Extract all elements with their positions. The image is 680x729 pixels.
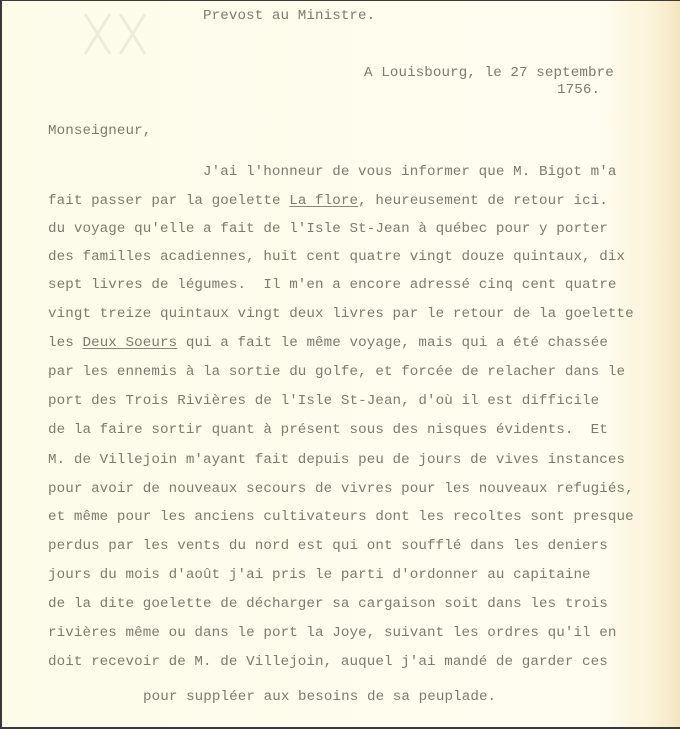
body-line: port des Trois Rivières de l'Isle St-Jean, d'où il est difficile (48, 393, 600, 409)
salutation: Monseigneur, (48, 123, 152, 139)
letter-heading: Prevost au Ministre. (203, 8, 376, 24)
body-line: les Deux Soeurs qui a fait le même voyage, mais qui a été chassée (48, 335, 608, 351)
ship-name-deux-soeurs: Deux Soeurs (82, 335, 178, 351)
body-line: sept livres de légumes. Il m'en a encore adressé cinq cent quatre (48, 277, 617, 293)
body-line: rivières même ou dans le port la Joye, suivant les ordres qu'il en (48, 625, 617, 641)
body-line: par les ennemis à la sortie du golfe, et forcée de relacher dans le (48, 364, 626, 380)
body-line: perdus par les vents du nord est qui ont soufflé dans les deniers (48, 538, 608, 554)
typewritten-letter-page (2, 1, 680, 727)
body-line: de la dite goelette de décharger sa cargaison soit dans les trois (48, 596, 608, 612)
body-line: M. de Villejoin m'ayant fait depuis peu de jours de vives instances (48, 452, 626, 468)
body-line: du voyage qu'elle a fait de l'Isle St-Jean à québec pour y porter (48, 221, 608, 237)
body-line: pour avoir de nouveaux secours de vivres pour les nouveaux refugiés, (48, 481, 634, 497)
body-line: jours du mois d'août j'ai pris le parti d'ordonner au capitaine (48, 567, 591, 583)
body-line: et même pour les anciens cultivateurs dont les recoltes sont presque (48, 509, 634, 525)
body-line: vingt treize quintaux vingt deux livres par le retour de la goelette (48, 306, 634, 322)
body-line: doit recevoir de M. de Villejoin, auquel j'ai mandé de garder ces (48, 654, 608, 670)
ship-name-la-flore: La flore (289, 193, 359, 209)
archive-stamp-watermark-icon (80, 9, 150, 59)
body-line: J'ai l'honneur de vous informer que M. Bigot m'a (203, 164, 617, 180)
place-date-line-2: 1756. (557, 82, 601, 98)
closing-line: pour suppléer aux besoins de sa peuplade. (143, 689, 497, 705)
place-date-line-1: A Louisbourg, le 27 septembre (364, 65, 614, 81)
body-line: des familles acadiennes, huit cent quatre vingt douze quintaux, dix (48, 249, 626, 265)
body-line: de la faire sortir quant à présent sous des nisques évidents. Et (48, 422, 608, 438)
body-line: fait passer par la goelette La flore, heureusement de retour ici. (48, 193, 608, 209)
